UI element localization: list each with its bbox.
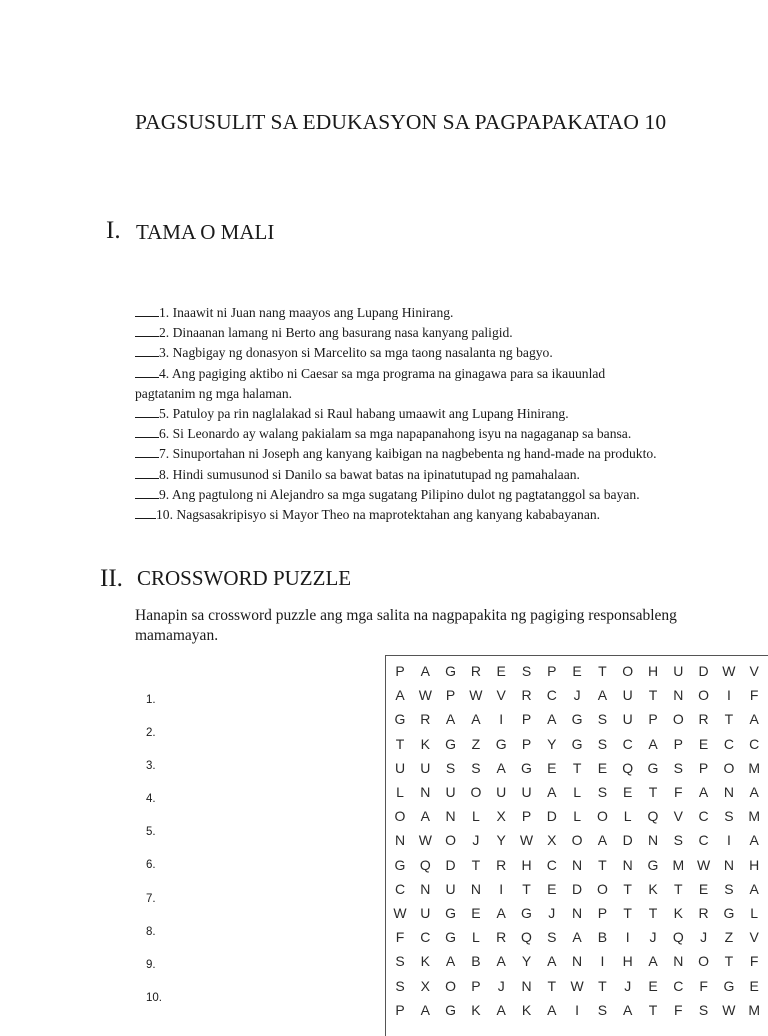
answer-blank[interactable] bbox=[135, 327, 159, 337]
grid-letter[interactable]: O bbox=[698, 953, 710, 970]
grid-letter[interactable]: R bbox=[420, 711, 431, 728]
grid-letter[interactable]: A bbox=[547, 711, 557, 728]
grid-letter[interactable]: R bbox=[496, 929, 507, 946]
answer-blank[interactable] bbox=[135, 448, 159, 458]
grid-letter[interactable]: G bbox=[723, 977, 735, 994]
grid-letter[interactable]: A bbox=[597, 832, 608, 849]
grid-letter[interactable]: N bbox=[622, 856, 633, 873]
grid-letter[interactable]: V bbox=[749, 663, 759, 679]
grid-letter[interactable]: A bbox=[496, 759, 506, 776]
grid-letter[interactable]: I bbox=[499, 711, 504, 728]
grid-letter[interactable]: C bbox=[546, 687, 557, 704]
grid-letter[interactable]: S bbox=[547, 929, 557, 946]
grid-letter[interactable]: V bbox=[496, 687, 506, 704]
grid-letter[interactable]: Q bbox=[521, 929, 532, 946]
grid-letter[interactable]: C bbox=[673, 977, 684, 994]
grid-letter[interactable]: P bbox=[445, 687, 456, 704]
grid-letter[interactable]: C bbox=[420, 929, 431, 946]
grid-letter[interactable]: Q bbox=[672, 929, 684, 946]
grid-letter[interactable]: E bbox=[496, 663, 506, 679]
list-item: 8. Hindi sumusunod si Danilo sa bawat batas na ipinatutupad ng pamahalaan. bbox=[135, 465, 657, 485]
grid-letter[interactable]: O bbox=[596, 808, 608, 825]
grid-letter[interactable]: S bbox=[395, 953, 405, 970]
grid-letter[interactable]: L bbox=[471, 929, 480, 946]
grid-letter[interactable]: J bbox=[548, 905, 556, 921]
answer-blank[interactable] bbox=[135, 428, 159, 438]
answer-blank[interactable] bbox=[135, 509, 156, 519]
grid-letter[interactable]: R bbox=[698, 905, 709, 921]
grid-letter[interactable]: Q bbox=[419, 856, 431, 873]
grid-letter[interactable]: N bbox=[572, 953, 583, 970]
grid-letter[interactable]: M bbox=[748, 759, 761, 776]
grid-letter[interactable]: R bbox=[521, 687, 532, 704]
grid-letter[interactable]: E bbox=[471, 905, 481, 921]
grid-row bbox=[386, 998, 768, 1022]
word-search-grid bbox=[385, 655, 768, 1036]
grid-letter[interactable]: S bbox=[673, 759, 683, 776]
answer-blank[interactable] bbox=[135, 489, 159, 499]
grid-row bbox=[386, 732, 768, 756]
grid-row bbox=[386, 707, 768, 731]
grid-letter[interactable]: D bbox=[445, 856, 456, 873]
grid-letter[interactable]: F bbox=[749, 953, 759, 970]
grid-letter[interactable]: T bbox=[598, 977, 607, 994]
grid-letter[interactable]: S bbox=[724, 880, 734, 897]
answer-number: 8. bbox=[146, 925, 156, 938]
grid-letter[interactable]: A bbox=[547, 1001, 557, 1018]
grid-letter[interactable]: T bbox=[623, 905, 632, 921]
grid-letter[interactable]: L bbox=[573, 784, 581, 800]
grid-row bbox=[386, 974, 768, 998]
grid-letter[interactable]: A bbox=[496, 1001, 506, 1018]
grid-letter[interactable]: T bbox=[648, 905, 658, 921]
grid-letter[interactable]: O bbox=[596, 880, 608, 897]
grid-letter[interactable]: N bbox=[673, 687, 684, 704]
grid-letter[interactable]: S bbox=[698, 1001, 709, 1018]
grid-letter[interactable]: N bbox=[647, 832, 659, 849]
grid-letter[interactable]: U bbox=[420, 759, 431, 776]
answer-number: 10. bbox=[146, 991, 162, 1004]
grid-letter[interactable]: O bbox=[672, 711, 684, 728]
grid-letter[interactable]: Y bbox=[521, 953, 532, 970]
answer-blank[interactable] bbox=[135, 307, 159, 317]
grid-letter[interactable]: U bbox=[445, 880, 456, 897]
grid-letter[interactable]: A bbox=[749, 784, 759, 800]
grid-letter[interactable]: A bbox=[420, 1001, 430, 1018]
answer-blank[interactable] bbox=[135, 408, 159, 418]
grid-letter[interactable]: I bbox=[600, 953, 605, 970]
grid-letter[interactable]: L bbox=[573, 808, 581, 825]
grid-letter[interactable]: P bbox=[648, 711, 658, 728]
grid-letter[interactable]: C bbox=[749, 735, 760, 752]
grid-letter[interactable]: R bbox=[698, 711, 709, 728]
list-item: 4. Ang pagiging aktibo ni Caesar sa mga programa na ginagawa para sa ikauunlad bbox=[135, 364, 657, 384]
grid-letter[interactable]: P bbox=[395, 663, 405, 679]
grid-letter[interactable]: L bbox=[396, 784, 404, 800]
answer-number: 7. bbox=[146, 892, 156, 905]
grid-letter[interactable]: R bbox=[470, 663, 481, 679]
grid-letter[interactable]: Z bbox=[724, 929, 734, 946]
grid-row bbox=[386, 659, 768, 683]
grid-letter[interactable]: F bbox=[699, 977, 708, 994]
grid-letter[interactable]: N bbox=[572, 905, 583, 921]
grid-letter[interactable]: P bbox=[673, 735, 683, 752]
grid-letter[interactable]: G bbox=[445, 929, 457, 946]
grid-letter[interactable]: O bbox=[470, 784, 482, 800]
section1-numeral: I. bbox=[106, 217, 121, 244]
grid-letter[interactable]: H bbox=[647, 663, 659, 679]
grid-letter[interactable]: K bbox=[648, 880, 658, 897]
answer-number: 3. bbox=[146, 760, 156, 773]
grid-letter[interactable]: N bbox=[470, 880, 481, 897]
grid-letter[interactable]: E bbox=[597, 759, 608, 776]
grid-letter[interactable]: C bbox=[546, 856, 557, 873]
grid-letter[interactable]: O bbox=[723, 759, 735, 776]
grid-letter[interactable]: V bbox=[673, 808, 683, 825]
grid-letter[interactable]: N bbox=[521, 977, 532, 994]
section2-heading: CROSSWORD PUZZLE bbox=[137, 566, 352, 590]
grid-letter[interactable]: J bbox=[649, 929, 657, 946]
grid-letter[interactable]: P bbox=[395, 1001, 405, 1018]
grid-letter[interactable]: A bbox=[648, 953, 658, 970]
grid-letter[interactable]: W bbox=[469, 687, 483, 704]
grid-letter[interactable]: E bbox=[698, 735, 709, 752]
grid-letter[interactable]: X bbox=[420, 977, 430, 994]
section2-numeral: II. bbox=[100, 565, 123, 592]
grid-letter[interactable]: A bbox=[623, 1001, 633, 1018]
grid-letter[interactable]: S bbox=[597, 735, 608, 752]
grid-letter[interactable]: P bbox=[521, 711, 532, 728]
grid-letter[interactable]: M bbox=[748, 1001, 761, 1018]
answer-blank[interactable] bbox=[135, 469, 159, 479]
grid-letter[interactable]: W bbox=[570, 977, 584, 994]
grid-letter[interactable]: G bbox=[647, 856, 659, 873]
grid-letter[interactable]: T bbox=[648, 687, 658, 704]
grid-letter[interactable]: G bbox=[445, 905, 457, 921]
grid-row bbox=[386, 877, 768, 901]
grid-letter[interactable]: U bbox=[622, 687, 633, 704]
grid-letter[interactable]: J bbox=[472, 832, 480, 849]
grid-letter[interactable]: S bbox=[597, 784, 608, 800]
grid-letter[interactable]: T bbox=[724, 711, 734, 728]
grid-letter[interactable]: N bbox=[723, 784, 734, 800]
grid-letter[interactable]: A bbox=[547, 784, 557, 800]
grid-letter[interactable]: A bbox=[597, 687, 608, 704]
answer-blank[interactable] bbox=[135, 368, 159, 378]
grid-letter[interactable]: T bbox=[547, 977, 557, 994]
grid-letter[interactable]: I bbox=[575, 1001, 580, 1018]
grid-letter[interactable]: O bbox=[698, 687, 710, 704]
grid-letter[interactable]: S bbox=[597, 711, 608, 728]
grid-letter[interactable]: H bbox=[521, 856, 532, 873]
grid-letter[interactable]: A bbox=[471, 711, 481, 728]
grid-letter[interactable]: T bbox=[724, 953, 734, 970]
grid-row bbox=[386, 804, 768, 828]
list-item: 1. Inaawit ni Juan nang maayos ang Lupang Hinirang. bbox=[135, 303, 657, 323]
grid-letter[interactable]: U bbox=[673, 663, 684, 679]
section1-heading: TAMA O MALI bbox=[136, 220, 275, 244]
grid-letter[interactable]: S bbox=[395, 977, 405, 994]
answer-number: 2. bbox=[146, 727, 156, 740]
grid-letter[interactable]: P bbox=[547, 663, 557, 679]
grid-letter[interactable]: Q bbox=[622, 759, 634, 776]
grid-letter[interactable]: W bbox=[696, 856, 711, 873]
grid-letter[interactable]: V bbox=[749, 929, 759, 946]
grid-letter[interactable]: P bbox=[521, 735, 532, 752]
grid-letter[interactable]: I bbox=[625, 929, 630, 946]
grid-letter[interactable]: O bbox=[445, 977, 457, 994]
grid-letter[interactable]: X bbox=[547, 832, 557, 849]
grid-letter[interactable]: A bbox=[420, 663, 430, 679]
grid-letter[interactable]: G bbox=[445, 735, 457, 752]
grid-letter[interactable]: G bbox=[571, 735, 583, 752]
grid-letter[interactable]: G bbox=[394, 856, 406, 873]
grid-letter[interactable]: E bbox=[623, 784, 633, 800]
grid-letter[interactable]: A bbox=[547, 953, 557, 970]
grid-letter[interactable]: U bbox=[420, 905, 431, 921]
grid-letter[interactable]: G bbox=[647, 759, 659, 776]
grid-letter[interactable]: S bbox=[471, 759, 481, 776]
grid-letter[interactable]: L bbox=[623, 808, 632, 825]
grid-letter[interactable]: G bbox=[394, 711, 406, 728]
grid-letter[interactable]: D bbox=[572, 880, 583, 897]
grid-letter[interactable]: I bbox=[726, 687, 731, 704]
grid-letter[interactable]: H bbox=[749, 856, 760, 873]
grid-letter[interactable]: N bbox=[394, 832, 406, 849]
grid-letter[interactable]: K bbox=[673, 905, 683, 921]
grid-letter[interactable]: E bbox=[547, 880, 557, 897]
grid-letter[interactable]: K bbox=[420, 735, 430, 752]
grid-letter[interactable]: P bbox=[698, 759, 709, 776]
grid-letter[interactable]: A bbox=[648, 735, 658, 752]
grid-letter[interactable]: C bbox=[698, 832, 709, 849]
grid-letter[interactable]: T bbox=[522, 880, 531, 897]
grid-letter[interactable]: T bbox=[648, 1001, 658, 1018]
grid-letter[interactable]: S bbox=[521, 663, 532, 679]
grid-letter[interactable]: J bbox=[700, 929, 708, 946]
grid-letter[interactable]: T bbox=[395, 735, 405, 752]
grid-letter[interactable]: W bbox=[418, 687, 432, 704]
grid-letter[interactable]: G bbox=[723, 905, 735, 921]
grid-letter[interactable]: U bbox=[521, 784, 532, 800]
grid-letter[interactable]: I bbox=[499, 880, 504, 897]
list-item: 9. Ang pagtulong ni Alejandro sa mga sugatang Pilipino dulot ng pagtatanggol sa bayan. bbox=[135, 485, 657, 505]
grid-letter[interactable]: A bbox=[445, 953, 456, 970]
grid-letter[interactable]: E bbox=[749, 977, 759, 994]
grid-letter[interactable]: S bbox=[445, 759, 456, 776]
grid-letter[interactable]: W bbox=[393, 905, 407, 921]
answer-number: 5. bbox=[146, 826, 156, 839]
grid-letter[interactable]: P bbox=[471, 977, 481, 994]
answer-blank[interactable] bbox=[135, 347, 159, 357]
grid-letter[interactable]: O bbox=[445, 832, 457, 849]
grid-letter[interactable]: Y bbox=[496, 832, 506, 849]
grid-letter[interactable]: D bbox=[622, 832, 633, 849]
grid-letter[interactable]: A bbox=[749, 711, 759, 728]
grid-letter[interactable]: C bbox=[723, 735, 734, 752]
puzzle-instruction: Hanapin sa crossword puzzle ang mga salita na nagpapakita ng pagiging responsableng mamamayan. bbox=[135, 607, 677, 644]
grid-letter[interactable]: J bbox=[497, 977, 505, 994]
grid-row bbox=[386, 853, 768, 877]
page-title: PAGSUSULIT SA EDUKASYON SA PAGPAPAKATAO 10 bbox=[135, 110, 667, 134]
answer-number: 1. bbox=[146, 694, 156, 706]
grid-letter[interactable]: C bbox=[394, 880, 406, 897]
grid-letter[interactable]: B bbox=[471, 953, 481, 970]
grid-letter[interactable]: P bbox=[521, 808, 532, 825]
grid-row bbox=[386, 683, 768, 707]
grid-letter[interactable]: D bbox=[546, 808, 557, 825]
grid-letter[interactable]: G bbox=[521, 759, 532, 776]
list-item: 10. Nagsasakripisyo si Mayor Theo na maprotektahan ang kanyang kababayanan. bbox=[135, 505, 657, 525]
grid-letter[interactable]: G bbox=[445, 663, 457, 679]
grid-letter[interactable]: T bbox=[674, 880, 683, 897]
grid-letter[interactable]: N bbox=[572, 856, 583, 873]
grid-letter[interactable]: J bbox=[573, 687, 581, 704]
true-false-list bbox=[135, 303, 657, 525]
answer-number-list bbox=[146, 690, 162, 1021]
list-item: 2. Dinaanan lamang ni Berto ang basurang nasa kanyang paligid. bbox=[135, 323, 657, 343]
grid-letter[interactable]: A bbox=[572, 929, 582, 946]
grid-letter[interactable]: L bbox=[471, 808, 480, 825]
grid-letter[interactable]: M bbox=[672, 856, 685, 873]
answer-number: 6. bbox=[146, 859, 156, 872]
grid-letter[interactable]: F bbox=[749, 687, 759, 704]
grid-letter[interactable]: F bbox=[395, 929, 405, 946]
grid-letter[interactable]: W bbox=[519, 832, 534, 849]
grid-letter[interactable]: C bbox=[622, 735, 633, 752]
grid-letter[interactable]: W bbox=[722, 663, 736, 679]
grid-letter[interactable]: T bbox=[648, 784, 658, 800]
grid-letter[interactable]: X bbox=[496, 808, 506, 825]
grid-letter[interactable]: S bbox=[673, 832, 683, 849]
grid-letter[interactable]: F bbox=[674, 1001, 683, 1018]
list-item: 3. Nagbigay ng donasyon si Marcelito sa mga taong nasalanta ng bagyo. bbox=[135, 343, 657, 363]
grid-letter[interactable]: N bbox=[420, 880, 431, 897]
grid-letter[interactable]: N bbox=[723, 856, 734, 873]
grid-letter[interactable]: S bbox=[597, 1001, 608, 1018]
grid-row bbox=[386, 901, 768, 925]
grid-letter[interactable]: R bbox=[496, 856, 507, 873]
grid-row bbox=[386, 949, 768, 973]
grid-letter[interactable]: O bbox=[571, 832, 583, 849]
grid-letter[interactable]: D bbox=[698, 663, 709, 679]
grid-letter[interactable]: I bbox=[726, 832, 731, 849]
grid-letter[interactable]: T bbox=[598, 663, 607, 679]
grid-letter[interactable]: A bbox=[496, 905, 506, 921]
grid-letter[interactable]: O bbox=[622, 663, 634, 679]
grid-letter[interactable]: G bbox=[445, 1001, 457, 1018]
grid-letter[interactable]: G bbox=[571, 711, 583, 728]
grid-letter[interactable]: Y bbox=[547, 735, 557, 752]
grid-letter[interactable]: U bbox=[496, 784, 507, 800]
list-item: 7. Sinuportahan ni Joseph ang kanyang kaibigan na nagbebenta ng hand-made na produkto. bbox=[135, 444, 657, 464]
grid-letter[interactable]: N bbox=[673, 953, 684, 970]
list-item: 6. Si Leonardo ay walang pakialam sa mga napapanahong isyu na nagaganap sa bansa. bbox=[135, 424, 657, 444]
grid-row bbox=[386, 925, 768, 949]
grid-letter[interactable]: Z bbox=[471, 735, 481, 752]
grid-letter[interactable]: T bbox=[471, 856, 481, 873]
grid-letter[interactable]: U bbox=[622, 711, 633, 728]
grid-letter[interactable]: Q bbox=[647, 808, 659, 825]
grid-letter[interactable]: W bbox=[722, 1001, 736, 1018]
grid-letter[interactable]: K bbox=[420, 953, 430, 970]
grid-letter[interactable]: E bbox=[547, 759, 557, 776]
grid-row bbox=[386, 828, 768, 852]
grid-letter[interactable]: T bbox=[572, 759, 582, 776]
grid-letter[interactable]: T bbox=[623, 880, 632, 897]
grid-letter[interactable]: O bbox=[394, 808, 406, 825]
grid-letter[interactable]: A bbox=[420, 808, 430, 825]
grid-row bbox=[386, 780, 768, 804]
list-item: 5. Patuloy pa rin naglalakad si Raul habang umaawit ang Lupang Hinirang. bbox=[135, 404, 657, 424]
grid-letter[interactable]: E bbox=[648, 977, 658, 994]
grid-letter[interactable]: C bbox=[698, 808, 709, 825]
grid-letter[interactable]: G bbox=[521, 905, 532, 921]
grid-letter[interactable]: A bbox=[749, 832, 759, 849]
grid-letter[interactable]: E bbox=[698, 880, 709, 897]
grid-letter[interactable]: N bbox=[445, 808, 456, 825]
grid-letter[interactable]: U bbox=[394, 759, 406, 776]
grid-letter[interactable]: A bbox=[749, 880, 759, 897]
grid-letter[interactable]: J bbox=[624, 977, 632, 994]
grid-letter[interactable]: F bbox=[674, 784, 683, 800]
grid-letter[interactable]: P bbox=[597, 905, 608, 921]
grid-letter[interactable]: B bbox=[597, 929, 608, 946]
list-item-continuation: pagtatanim ng mga halaman. bbox=[135, 385, 293, 401]
grid-letter[interactable]: G bbox=[495, 735, 507, 752]
answer-number: 9. bbox=[146, 958, 156, 971]
grid-row bbox=[386, 756, 768, 780]
grid-letter[interactable]: S bbox=[724, 808, 734, 825]
grid-letter[interactable]: A bbox=[496, 953, 506, 970]
grid-letter[interactable]: K bbox=[471, 1001, 481, 1018]
grid-letter[interactable]: L bbox=[750, 905, 759, 921]
grid-letter[interactable]: K bbox=[521, 1001, 532, 1018]
grid-letter[interactable]: H bbox=[622, 953, 633, 970]
grid-letter[interactable]: W bbox=[418, 832, 432, 849]
grid-letter[interactable]: U bbox=[445, 784, 456, 800]
answer-number: 4. bbox=[146, 793, 156, 806]
grid-letter[interactable]: N bbox=[420, 784, 431, 800]
grid-letter[interactable]: A bbox=[698, 784, 709, 800]
grid-letter[interactable]: T bbox=[598, 856, 607, 873]
grid-letter[interactable]: A bbox=[445, 711, 456, 728]
grid-letter[interactable]: M bbox=[748, 808, 761, 825]
grid-letter[interactable]: E bbox=[572, 663, 582, 679]
grid-letter[interactable]: A bbox=[395, 687, 405, 704]
